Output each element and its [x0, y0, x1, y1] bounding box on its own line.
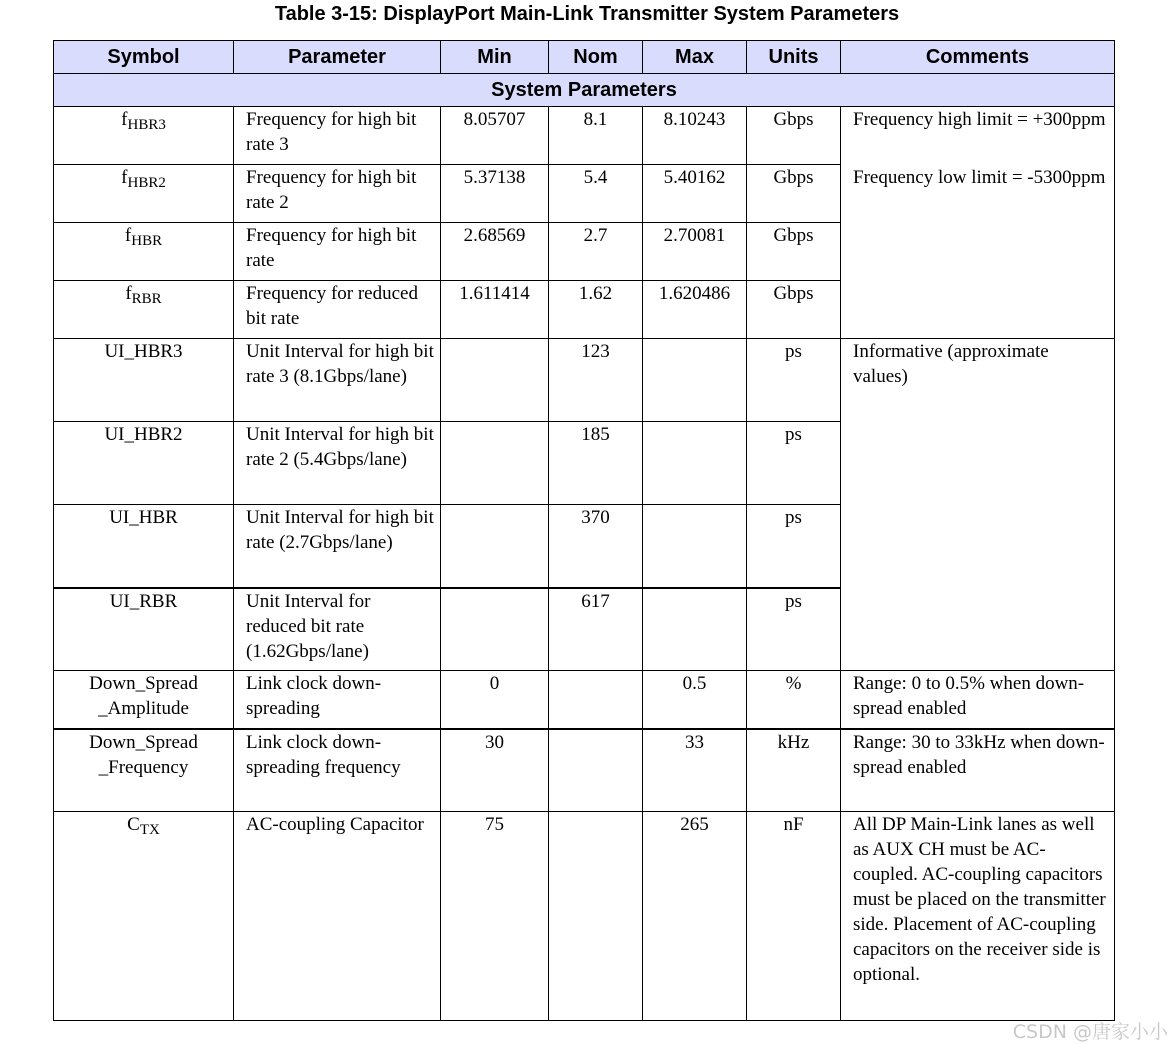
table-row [54, 671, 1115, 729]
max-cell [643, 422, 747, 505]
min-cell [441, 422, 549, 505]
units-cell: ps [747, 339, 841, 422]
max-cell: 8.10243 [643, 107, 747, 165]
nom-cell: 8.1 [549, 107, 643, 165]
min-cell: 5.37138 [441, 165, 549, 223]
nom-cell: 185 [549, 422, 643, 505]
units-cell: % [747, 671, 841, 729]
header-row [54, 41, 1115, 74]
parameter-cell: Unit Interval for reduced bit rate (1.62Gbps/lane) [234, 588, 441, 671]
parameter-cell: Unit Interval for high bit rate 2 (5.4Gbps/lane) [234, 422, 441, 505]
parameter-cell: Frequency for high bit rate 3 [234, 107, 441, 165]
nom-cell: 1.62 [549, 281, 643, 339]
table-row [54, 339, 1115, 422]
parameter-cell: Link clock down-spreading frequency [234, 729, 441, 812]
header-units: Units [747, 41, 841, 74]
min-cell: 8.05707 [441, 107, 549, 165]
nom-cell: 370 [549, 505, 643, 588]
max-cell: 265 [643, 812, 747, 1021]
units-cell: ps [747, 422, 841, 505]
comment-cell: All DP Main-Link lanes as well as AUX CH must be AC-coupled. AC-coupling capacitors must be placed on the transmitter side. Placement of AC-coupling capacitors on the receiver side is optional. [841, 812, 1115, 1021]
parameter-cell: Link clock down-spreading [234, 671, 441, 729]
parameter-cell: Frequency for high bit rate [234, 223, 441, 281]
symbol-cell: UI_HBR [54, 505, 234, 588]
header-comments: Comments [841, 41, 1115, 74]
min-cell: 75 [441, 812, 549, 1021]
min-cell: 30 [441, 729, 549, 812]
comment-cell-frequency [841, 107, 1115, 339]
header-parameter: Parameter [234, 41, 441, 74]
symbol-cell: Down_Spread _Amplitude [54, 671, 234, 729]
units-cell: Gbps [747, 165, 841, 223]
max-cell: 5.40162 [643, 165, 747, 223]
units-cell: ps [747, 588, 841, 671]
symbol-cell: UI_RBR [54, 588, 234, 671]
table-title: Table 3-15: DisplayPort Main-Link Transmitter System Parameters [274, 3, 900, 25]
units-cell: Gbps [747, 281, 841, 339]
comment-cell: Range: 30 to 33kHz when down-spread enabled [841, 729, 1115, 812]
table-row [54, 812, 1115, 1021]
nom-cell: 5.4 [549, 165, 643, 223]
comment-cell: Range: 0 to 0.5% when down-spread enabled [841, 671, 1115, 729]
parameter-cell: Unit Interval for high bit rate 3 (8.1Gbps/lane) [234, 339, 441, 422]
symbol-cell: $f_{HBR2}$ [54, 165, 234, 223]
watermark: CSDN @唐家小小 [1012, 1021, 1168, 1043]
units-cell: Gbps [747, 107, 841, 165]
symbol-cell: $f_{HBR3}$ [54, 107, 234, 165]
symbol-cell: UI_HBR3 [54, 339, 234, 422]
min-cell: 2.68569 [441, 223, 549, 281]
parameter-cell: Frequency for high bit rate 2 [234, 165, 441, 223]
units-cell: kHz [747, 729, 841, 812]
max-cell [643, 588, 747, 671]
nom-cell [549, 729, 643, 812]
table-row [54, 729, 1115, 812]
nom-cell [549, 671, 643, 729]
min-cell: 1.611414 [441, 281, 549, 339]
symbol-cell: Down_Spread _Frequency [54, 729, 234, 812]
parameters-table [53, 40, 1115, 1021]
units-cell: Gbps [747, 223, 841, 281]
max-cell: 2.70081 [643, 223, 747, 281]
header-min: Min [441, 41, 549, 74]
symbol-cell: $f_{RBR}$ [54, 281, 234, 339]
nom-cell: 617 [549, 588, 643, 671]
symbol-cell: $C_{TX}$ [54, 812, 234, 1021]
parameter-cell: Unit Interval for high bit rate (2.7Gbps/lane) [234, 505, 441, 588]
min-cell: 0 [441, 671, 549, 729]
max-cell: 0.5 [643, 671, 747, 729]
symbol-cell: $f_{HBR}$ [54, 223, 234, 281]
max-cell: 33 [643, 729, 747, 812]
header-symbol: Symbol [54, 41, 234, 74]
max-cell [643, 339, 747, 422]
nom-cell [549, 812, 643, 1021]
units-cell: ps [747, 505, 841, 588]
parameter-cell: AC-coupling Capacitor [234, 812, 441, 1021]
comment-cell-informative: Informative (approximate values) [841, 339, 1115, 671]
min-cell [441, 588, 549, 671]
comment-freq-high: Frequency high limit = +300ppm [853, 109, 1106, 130]
header-nom: Nom [549, 41, 643, 74]
parameter-cell: Frequency for reduced bit rate [234, 281, 441, 339]
max-cell: 1.620486 [643, 281, 747, 339]
nom-cell: 123 [549, 339, 643, 422]
nom-cell: 2.7 [549, 223, 643, 281]
header-max: Max [643, 41, 747, 74]
comment-freq-low: Frequency low limit = -5300ppm [853, 167, 1106, 188]
max-cell [643, 505, 747, 588]
section-row [54, 74, 1115, 107]
units-cell: nF [747, 812, 841, 1021]
section-label: System Parameters [54, 74, 1115, 107]
min-cell [441, 339, 549, 422]
symbol-cell: UI_HBR2 [54, 422, 234, 505]
table-row [54, 107, 1115, 165]
min-cell [441, 505, 549, 588]
